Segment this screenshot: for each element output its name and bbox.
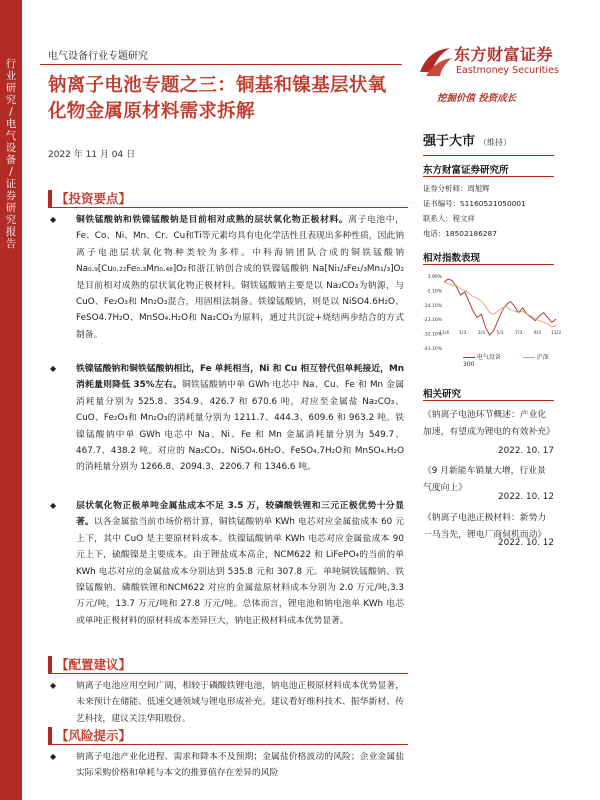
- legend-swatch-2: [523, 357, 535, 359]
- header-divider: [40, 64, 402, 65]
- x-tick-label: 11/3: [550, 331, 562, 336]
- section-config-label: 【配置建议】: [56, 657, 132, 672]
- x-tick-label: 3/3: [477, 331, 485, 336]
- legend-swatch-1: [463, 357, 475, 359]
- rating-divider: [423, 155, 554, 156]
- brand-slogan: 挖掘价值 投资成长: [437, 93, 517, 104]
- config-bullet: ◆ 钠离子电池应用空间广阔，相较于磷酸铁锂电池，钠电池正极原材料成本优势显著，未来预计在储能、低速交通领域与锂电形成补充。建议看好维科技术、振华新材、传艺科技，建议关注华阳股份。: [48, 678, 404, 727]
- y-tick-label: -23.10%: [423, 318, 442, 324]
- institute-name: 东方财富证券研究所: [423, 165, 509, 176]
- brand-name-cn: 东方财富证券: [454, 45, 554, 64]
- series-line-1: [444, 279, 556, 335]
- x-tick-label: 7/3: [515, 331, 523, 336]
- section-risk-label: 【风险提示】: [56, 728, 132, 743]
- series-line-2: [444, 282, 556, 327]
- related-item-1[interactable]: 《钠离子电池环节概述：产业化加速，有望成为锂电的有效补充》: [423, 410, 555, 437]
- rating-sub: （维持）: [479, 138, 512, 147]
- brand-name-en: Eastmoney Securities: [456, 65, 559, 76]
- investment-bullet-1: ◆ 铜铁锰酸钠和铁镍锰酸钠是目前相对成熟的层状氧化物正极材料。离子电池中， Fe、Co、Ni、Mn、Cr、Cu和Ti等元素均具有电化学活性且表现出多种性质，因此钠离子电池层状氧化物种类较为多样。中科海钠团队合成的铜铁锰酸钠 Na₀.₉[Cu₀.₂₂Fe₀.₃Mn₀.₄₈]O₂和浙江钠创合成的铁镍锰酸钠 Na[Ni₁/₃Fe₁/₃Mn₁/₃]O₂是目前相对成熟的层状氧化物正极材料。铜铁锰酸钠主要是以 Na₂CO₃为钠源，与 CuO、Fe₂O₃和 Mn₂O₃混合，用固相法制备。铁镍锰酸钠，则是以 NiSO4.6H₂O、FeSO4.7H₂O、MnSO₄.H₂O和 Na₂CO₃为原料，通过共沉淀+烧结两步结合的方式制备。: [48, 212, 404, 343]
- brand-mark-icon: [416, 42, 454, 80]
- bullet-icon: ◆: [50, 215, 57, 224]
- investment-bullet-2: ◆ 铁镍锰酸钠和铜铁锰酸钠相比，Fe 单耗相当，Ni 和 Cu 相互替代但单耗接近，Mn 消耗量则降低 35%左右。铜铁锰酸钠中单 GWh 电芯中 Na、Cu、Fe 和 Mn 金属消耗量分别为 525.8、354.9、426.7 和 670.6 吨，对应至金属盐 Na₂CO₃、CuO、Fe₂O₃和 Mn₂O₃的消耗量分别为 1211.7、444.3、609.6 和 963.2 吨。铁镍锰酸钠中单 GWh 电芯中 Na、Ni、Fe 和 Mn 金属消耗量分别为 549.7、467.7、438.2 吨。对应的 Na₂CO₃、NiSO₄.6H₂O、FeSO₄.7H₂O和 MnSO₄.H₂O的消耗量分别为 1266.8、2094.3、2206.7 和 1346.6 吨。: [48, 361, 404, 476]
- chart-divider: [423, 264, 554, 265]
- x-tick-label: 5/3: [496, 331, 504, 336]
- institute-divider: [423, 176, 554, 177]
- section-investment-header: [48, 190, 408, 207]
- legend-label-1: 电气设备: [476, 354, 501, 361]
- chart-legend: [463, 352, 553, 368]
- section-investment-label: 【投资要点】: [56, 191, 132, 206]
- related-divider: [423, 400, 554, 401]
- x-tick-label: 9/3: [533, 331, 541, 336]
- x-tick-label: 1/3: [459, 331, 467, 336]
- analyst-line: 证券分析师：周旭辉: [423, 184, 490, 193]
- y-tick-label: -32.10%: [423, 332, 442, 338]
- legend-label-2: 沪深300: [463, 354, 549, 368]
- y-tick-label: -14.10%: [423, 303, 442, 309]
- x-tick-label: 11/4: [438, 331, 450, 336]
- report-date: 2022 年 11 月 04 日: [48, 150, 136, 160]
- related-item-2[interactable]: 《9 月新能车销量大增，行业景气度向上》: [423, 466, 546, 493]
- sidebar-text: 行业研究 / 电气设备 / 证券研究报告: [5, 58, 17, 250]
- related-date-1: 2022. 10. 17: [498, 446, 554, 456]
- bullet-icon: ◆: [50, 752, 57, 761]
- related-date-2: 2022. 10. 12: [498, 492, 554, 502]
- page-title: 钠离子电池专题之三：铜基和镍基层状氧化物金属原材料需求拆解: [48, 75, 387, 122]
- related-date-3: 2022. 10. 12: [498, 538, 554, 548]
- cert-line: 证书编号：S1160521050001: [423, 199, 526, 208]
- phone-line: 电话：18502186287: [423, 229, 497, 238]
- section-config-header: [48, 656, 408, 673]
- y-tick-label: -5.10%: [426, 289, 442, 295]
- risk-bullet: ◆ 钠离子电池产业化进程、需求和降本不及预期；金属盐价格波动的风险；企业金属盐实际采购价格和单耗与本文的推算值存在差异的风险: [48, 749, 404, 782]
- rating: 强于大市 （维持）: [423, 134, 512, 149]
- y-tick-label: -41.10%: [423, 347, 442, 352]
- bullet-icon: ◆: [50, 364, 57, 373]
- sidebar-band: [0, 0, 22, 800]
- chart-title: 相对指数表现: [423, 253, 481, 264]
- bullet-icon: ◆: [50, 681, 57, 690]
- section-risk-header: [48, 727, 408, 744]
- contact-line: 联系人：程文祥: [423, 214, 475, 223]
- y-tick-label: 3.90%: [427, 275, 442, 280]
- investment-bullet-3: ◆ 层状氧化物正极单吨金属盐成本不足 3.5 万，较磷酸铁锂和三元正极优势十分显著。以各金属盐当前市场价格计算，铜铁锰酸钠单 KWh 电芯对应金属盐成本 60 元上下，其中 CuO 是主要原材料成本。铁镍锰酸钠单 KWh 电芯对应金属盐成本 90 元上下，硫酸镍是主要成本。由于锂盐成本高企，NCM622 和 LiFePO₄的当前的单 KWh 电芯对应的金属盐成本分别达到 535.8 元和 307.8 元。单吨铜铁锰酸钠、铁镍锰酸钠、磷酸铁锂和NCM622 对应的金属盐原材料成本分别为 2.0 万元/吨,3.3 万元/吨，13.7 万元/吨和 27.8 万元/吨。总体而言，锂电池和钠电池单 KWh 电芯或单吨正极材料的原材料成本差异巨大，钠电正极材料成本优势显著。: [48, 498, 404, 629]
- related-item-3[interactable]: 《钠离子电池正极材料：新势力一马当先，锂电厂商伺机而动》: [423, 513, 547, 540]
- brand-logo: [416, 38, 566, 90]
- related-title: 相关研究: [423, 389, 462, 400]
- report-type: 电气设备行业专题研究: [48, 51, 148, 62]
- bullet-icon: ◆: [50, 501, 57, 510]
